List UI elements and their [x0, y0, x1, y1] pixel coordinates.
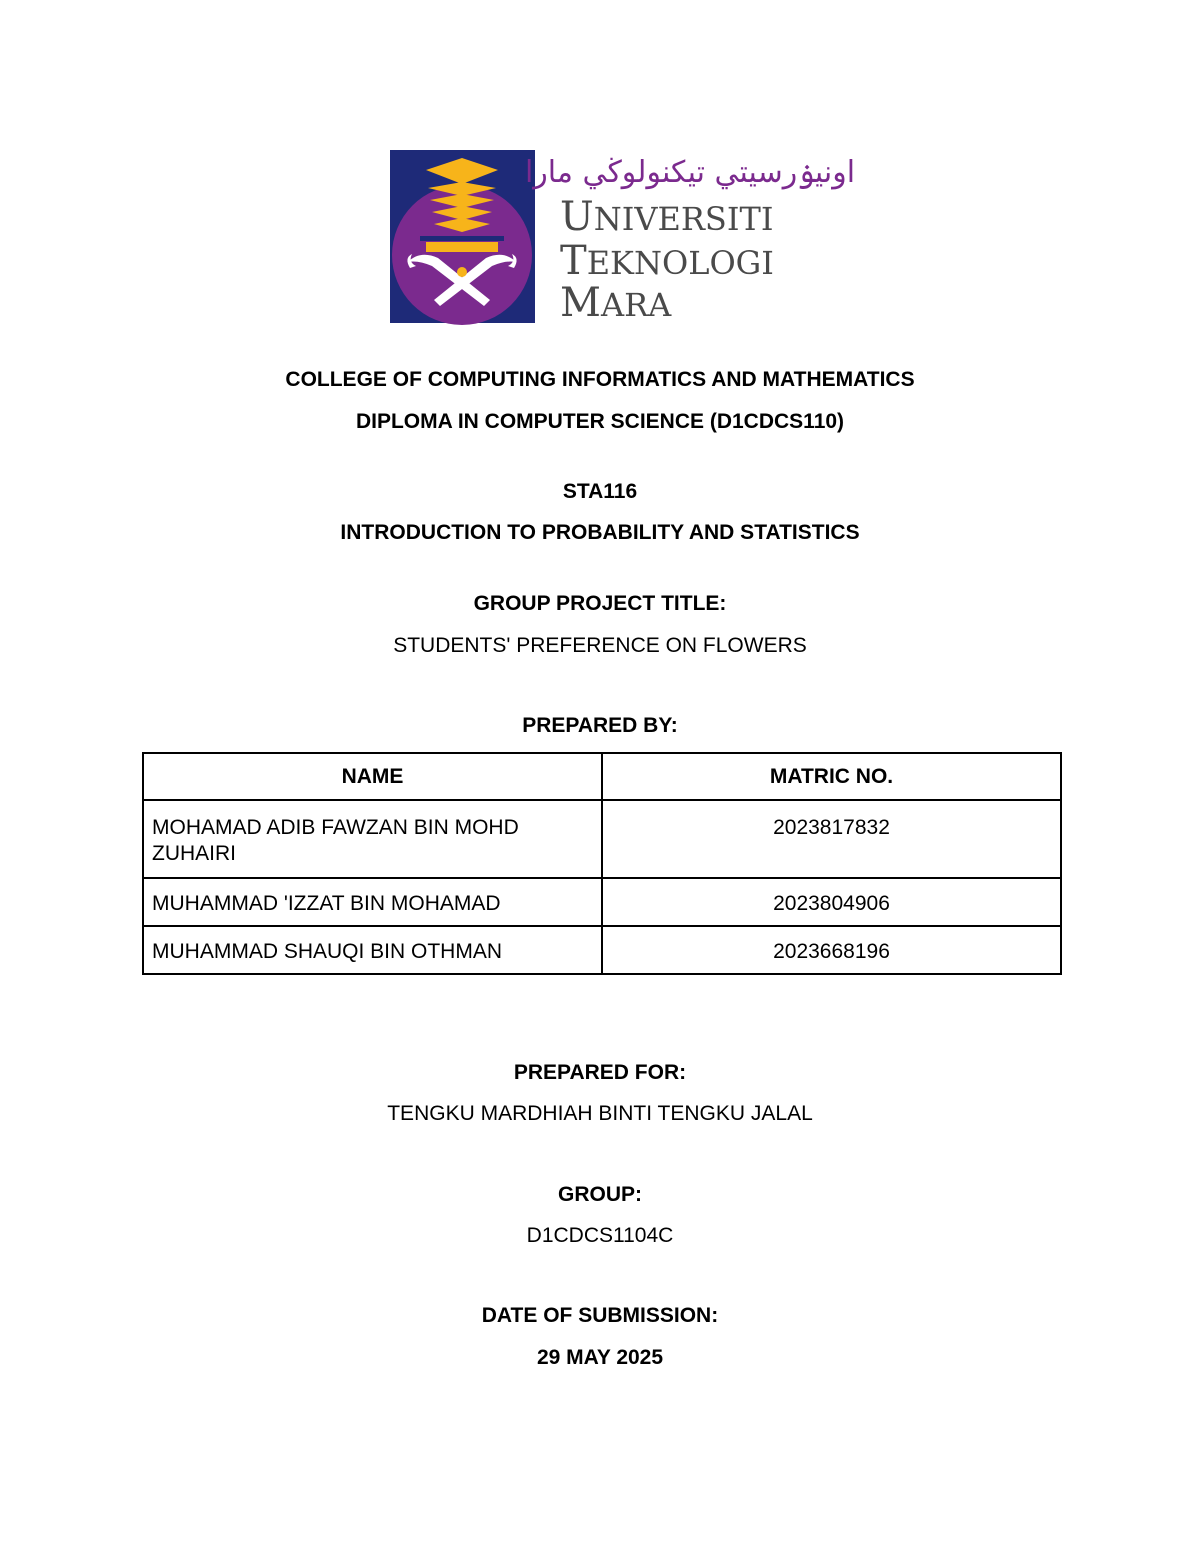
college-name: COLLEGE OF COMPUTING INFORMATICS AND MATHEMATICS [285, 368, 915, 391]
member-name: MOHAMAD ADIB FAWZAN BIN MOHD ZUHAIRI [143, 800, 602, 878]
member-matric: 2023817832 [602, 800, 1061, 878]
member-name: MUHAMMAD 'IZZAT BIN MOHAMAD [143, 878, 602, 926]
project-title-label: GROUP PROJECT TITLE: [473, 592, 727, 615]
logo-line-mara: MARA [560, 280, 672, 326]
table-header-row [143, 753, 1061, 800]
course-name: INTRODUCTION TO PROBABILITY AND STATISTICS [340, 521, 860, 544]
program-name: DIPLOMA IN COMPUTER SCIENCE (D1CDCS110) [355, 410, 845, 433]
uitm-emblem-icon [390, 150, 535, 325]
member-name: MUHAMMAD SHAUQI BIN OTHMAN [143, 926, 602, 974]
logo-line-universiti: UNIVERSITI [560, 194, 774, 240]
member-matric: 2023668196 [602, 926, 1061, 974]
members-table [142, 752, 1062, 975]
column-header-name: NAME [143, 753, 602, 800]
prepared-for-label: PREPARED FOR: [513, 1061, 687, 1084]
prepared-by-label: PREPARED BY: [522, 714, 678, 737]
uitm-logo [390, 150, 856, 330]
submission-label: DATE OF SUBMISSION: [481, 1304, 719, 1327]
table-row [143, 926, 1061, 974]
table-row [143, 878, 1061, 926]
jawi-logo-text: اونيۏرسيتي تيکنولوڬي مارا [524, 155, 856, 190]
lecturer-name: TENGKU MARDHIAH BINTI TENGKU JALAL [387, 1102, 813, 1125]
submission-date: 29 MAY 2025 [536, 1346, 664, 1369]
column-header-matric: MATRIC NO. [602, 753, 1061, 800]
course-code: STA116 [562, 480, 638, 503]
project-title: STUDENTS' PREFERENCE ON FLOWERS [393, 634, 807, 657]
table-row [143, 800, 1061, 878]
group-label: GROUP: [558, 1183, 642, 1206]
group-code: D1CDCS1104C [526, 1224, 674, 1247]
member-matric: 2023804906 [602, 878, 1061, 926]
logo-line-teknologi: TEKNOLOGI [560, 238, 774, 284]
